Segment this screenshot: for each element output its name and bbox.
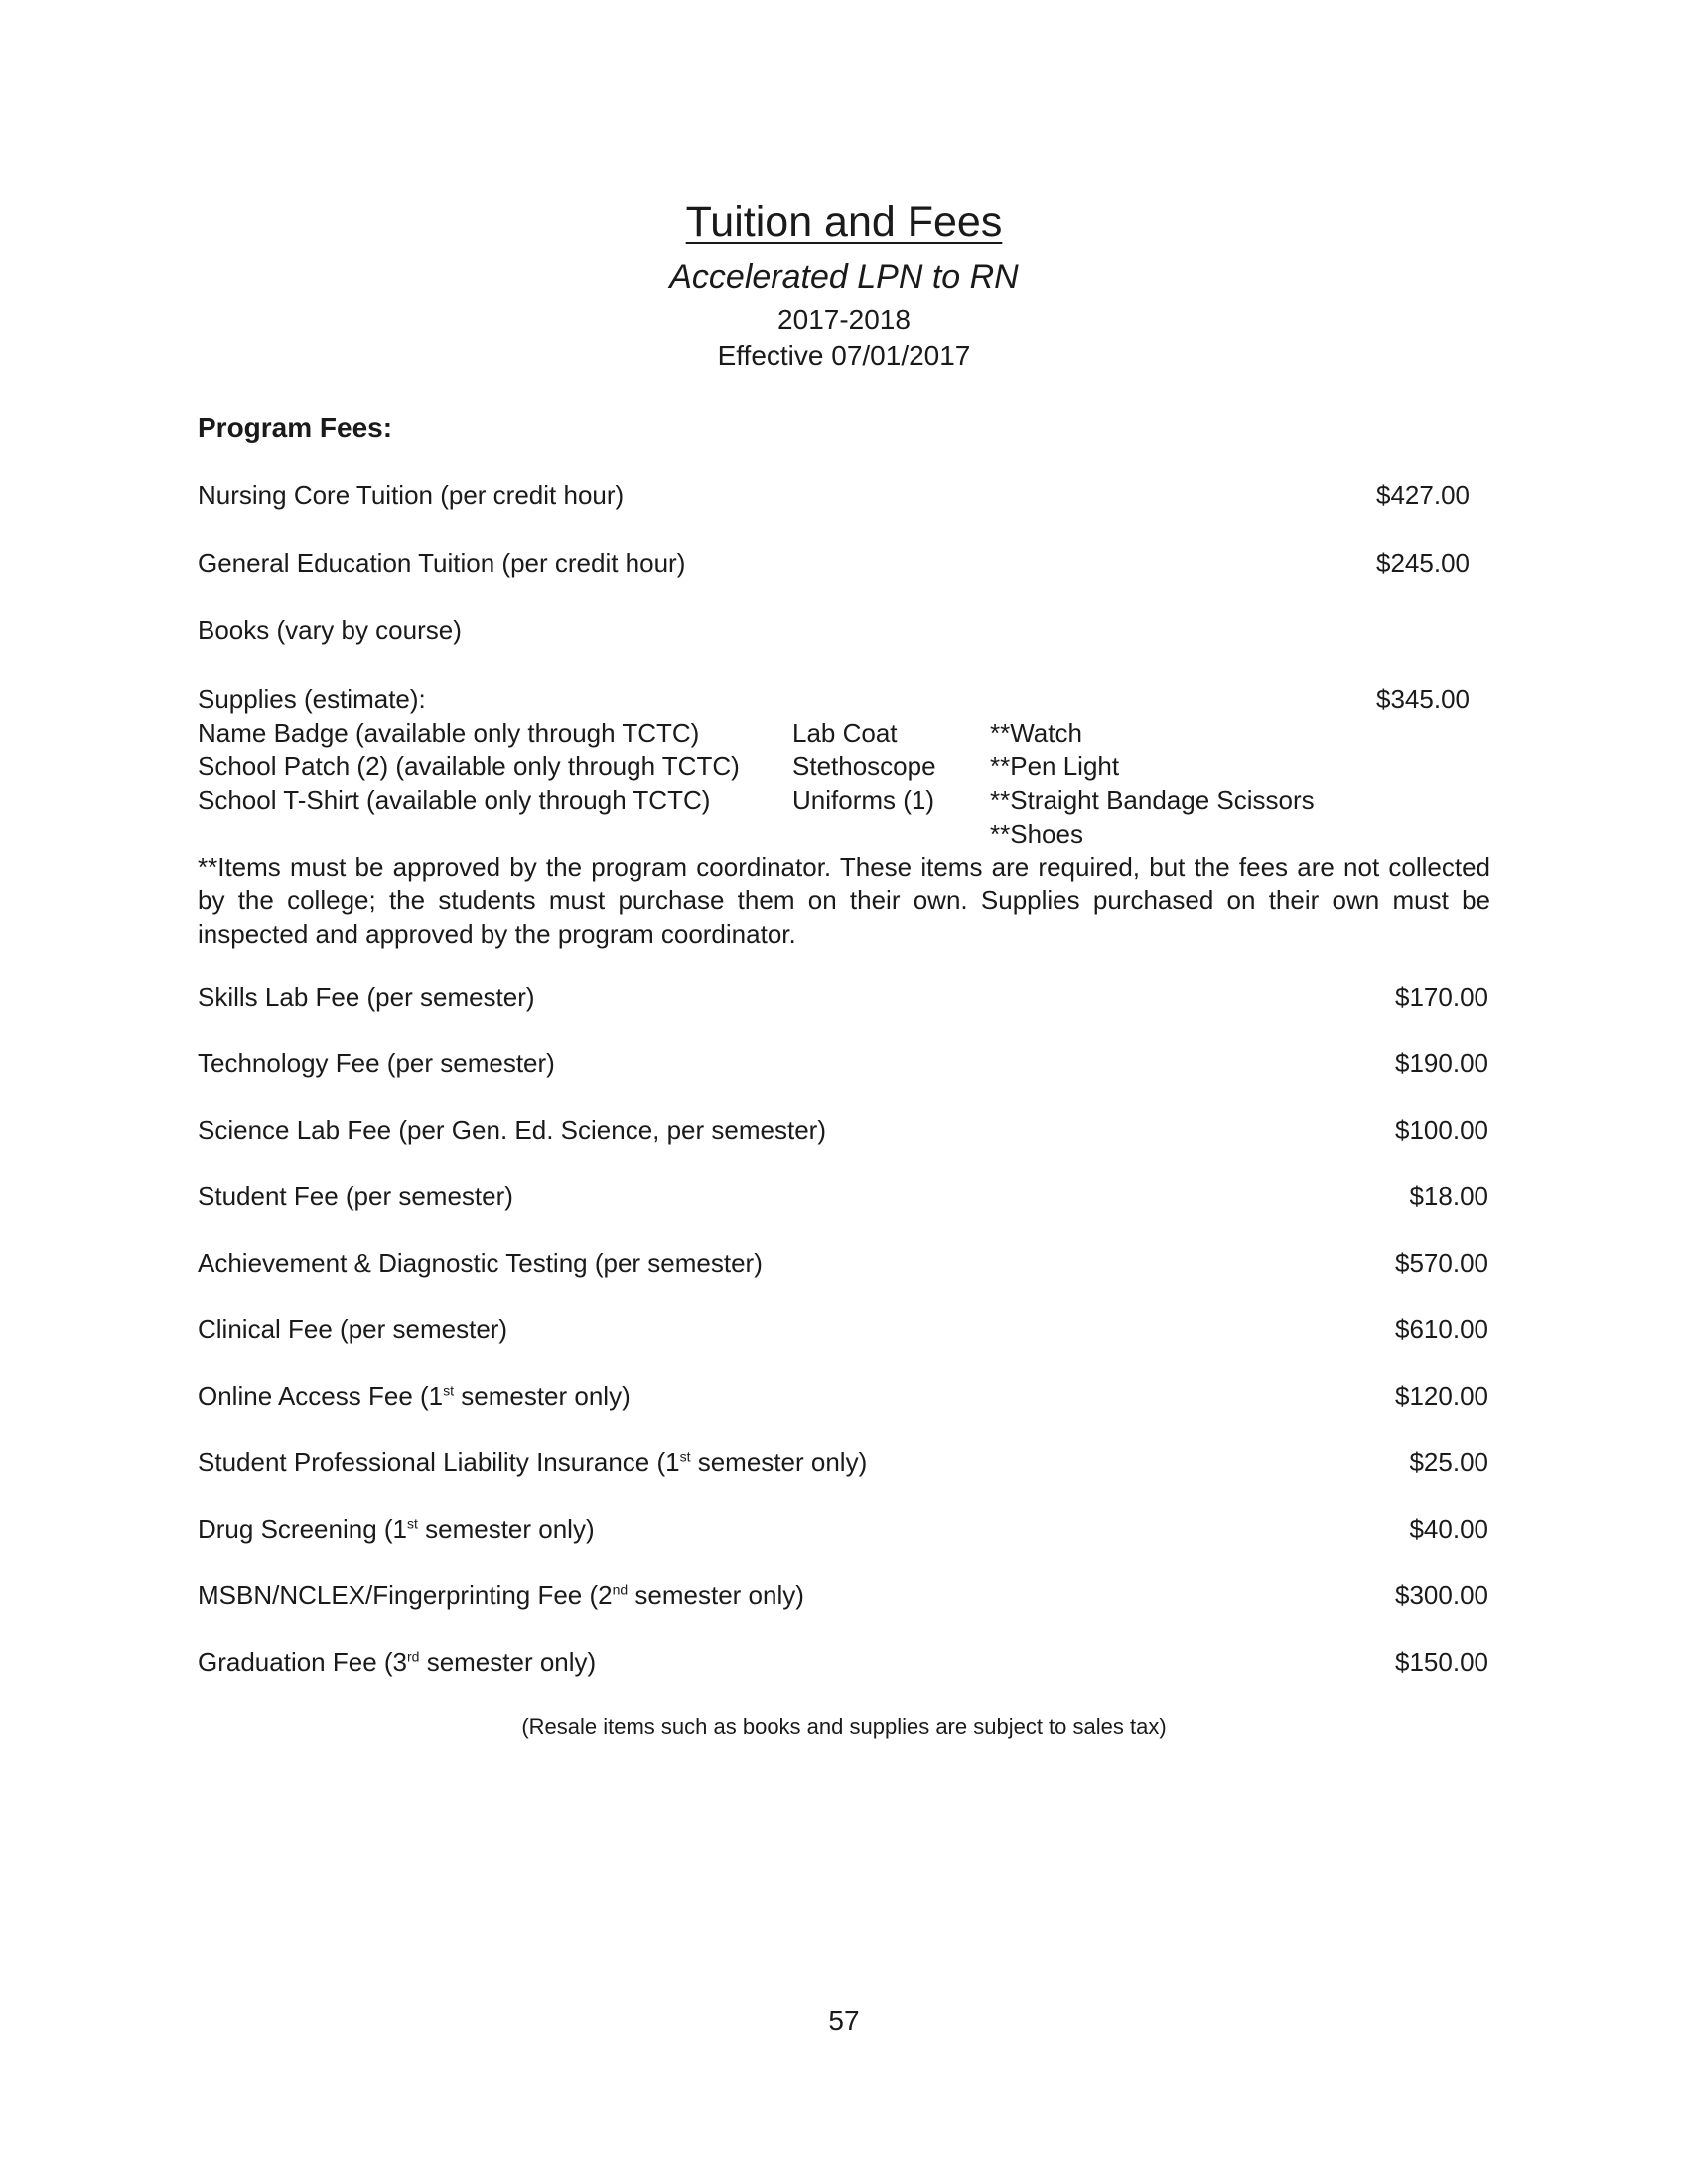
supply-item: School Patch (2) (available only through TCTC) <box>198 751 740 781</box>
fee-row <box>198 545 1488 581</box>
fee-amount: $345.00 <box>1376 684 1470 714</box>
fee-row <box>198 1178 1488 1214</box>
fee-label: Science Lab Fee (per Gen. Ed. Science, per semester) <box>198 1115 826 1145</box>
fee-row <box>198 613 1488 648</box>
fee-label: General Education Tuition (per credit hour) <box>198 548 686 578</box>
section-heading: Program Fees: <box>198 412 393 443</box>
fee-amount: $300.00 <box>1395 1580 1488 1610</box>
supplies-column-3 <box>990 716 1315 851</box>
page-number: 57 <box>828 2005 860 2036</box>
supply-item: Stethoscope <box>792 751 936 781</box>
fee-row <box>198 1245 1488 1281</box>
supply-item: Name Badge (available only through TCTC) <box>198 718 700 748</box>
fee-label: MSBN/NCLEX/Fingerprinting Fee (2nd semester only) <box>198 1580 804 1610</box>
fee-amount: $610.00 <box>1395 1314 1488 1344</box>
fee-row <box>198 1378 1488 1414</box>
fee-amount: $170.00 <box>1395 982 1488 1012</box>
fee-amount: $40.00 <box>1409 1514 1488 1544</box>
fee-amount: $18.00 <box>1409 1181 1488 1211</box>
effective-date: Effective 07/01/2017 <box>717 341 971 371</box>
fee-row <box>198 1444 1488 1480</box>
supply-item: **Pen Light <box>990 751 1120 781</box>
supply-item: **Shoes <box>990 819 1083 849</box>
fee-row <box>198 1511 1488 1547</box>
supply-item: School T-Shirt (available only through TCTC) <box>198 785 711 815</box>
supplies-note: **Items must be approved by the program coordinator. These items are required, but the fees are not collected by the college; the students must purchase them on their own. Supplies purchased on their own must be inspected and approved by the program coordinator. <box>198 852 1490 949</box>
fee-label: Online Access Fee (1st semester only) <box>198 1381 631 1411</box>
fee-label: Nursing Core Tuition (per credit hour) <box>198 480 625 510</box>
fee-row <box>198 681 1488 717</box>
fee-label: Skills Lab Fee (per semester) <box>198 982 535 1012</box>
fee-amount: $427.00 <box>1376 480 1470 510</box>
fee-row <box>198 1311 1488 1347</box>
program-subtitle: Accelerated LPN to RN <box>669 258 1019 296</box>
academic-year: 2017-2018 <box>777 304 911 335</box>
fee-amount: $120.00 <box>1395 1381 1488 1411</box>
fee-amount: $245.00 <box>1376 548 1470 578</box>
fee-label: Achievement & Diagnostic Testing (per semester) <box>198 1248 763 1278</box>
supply-item: **Straight Bandage Scissors <box>990 785 1315 815</box>
fee-label: Supplies (estimate): <box>198 684 426 714</box>
supply-item: **Watch <box>990 718 1082 748</box>
fee-label: Technology Fee (per semester) <box>198 1048 555 1078</box>
fee-amount: $25.00 <box>1409 1447 1488 1477</box>
fee-amount: $100.00 <box>1395 1115 1488 1145</box>
fee-label: Graduation Fee (3rd semester only) <box>198 1647 597 1677</box>
fee-row <box>198 1045 1488 1081</box>
fee-row <box>198 1112 1488 1148</box>
supplies-column-2 <box>792 716 936 817</box>
fee-amount: $570.00 <box>1395 1248 1488 1278</box>
supplies-column-1 <box>198 716 740 817</box>
page-title: Tuition and Fees <box>685 199 1003 246</box>
supply-item: Lab Coat <box>792 718 898 748</box>
fee-label: Drug Screening (1st semester only) <box>198 1514 595 1544</box>
fee-amount: $190.00 <box>1395 1048 1488 1078</box>
fee-row <box>198 979 1488 1015</box>
fee-label: Clinical Fee (per semester) <box>198 1314 508 1344</box>
fee-row <box>198 1644 1488 1680</box>
fee-label: Student Fee (per semester) <box>198 1181 513 1211</box>
fee-label: Student Professional Liability Insurance (1st semester only) <box>198 1447 868 1477</box>
fee-row <box>198 1577 1488 1613</box>
sales-tax-note: (Resale items such as books and supplies are subject to sales tax) <box>521 1714 1167 1739</box>
fee-label: Books (vary by course) <box>198 615 462 645</box>
fee-row <box>198 478 1488 513</box>
fee-amount: $150.00 <box>1395 1647 1488 1677</box>
supply-item: Uniforms (1) <box>792 785 935 815</box>
